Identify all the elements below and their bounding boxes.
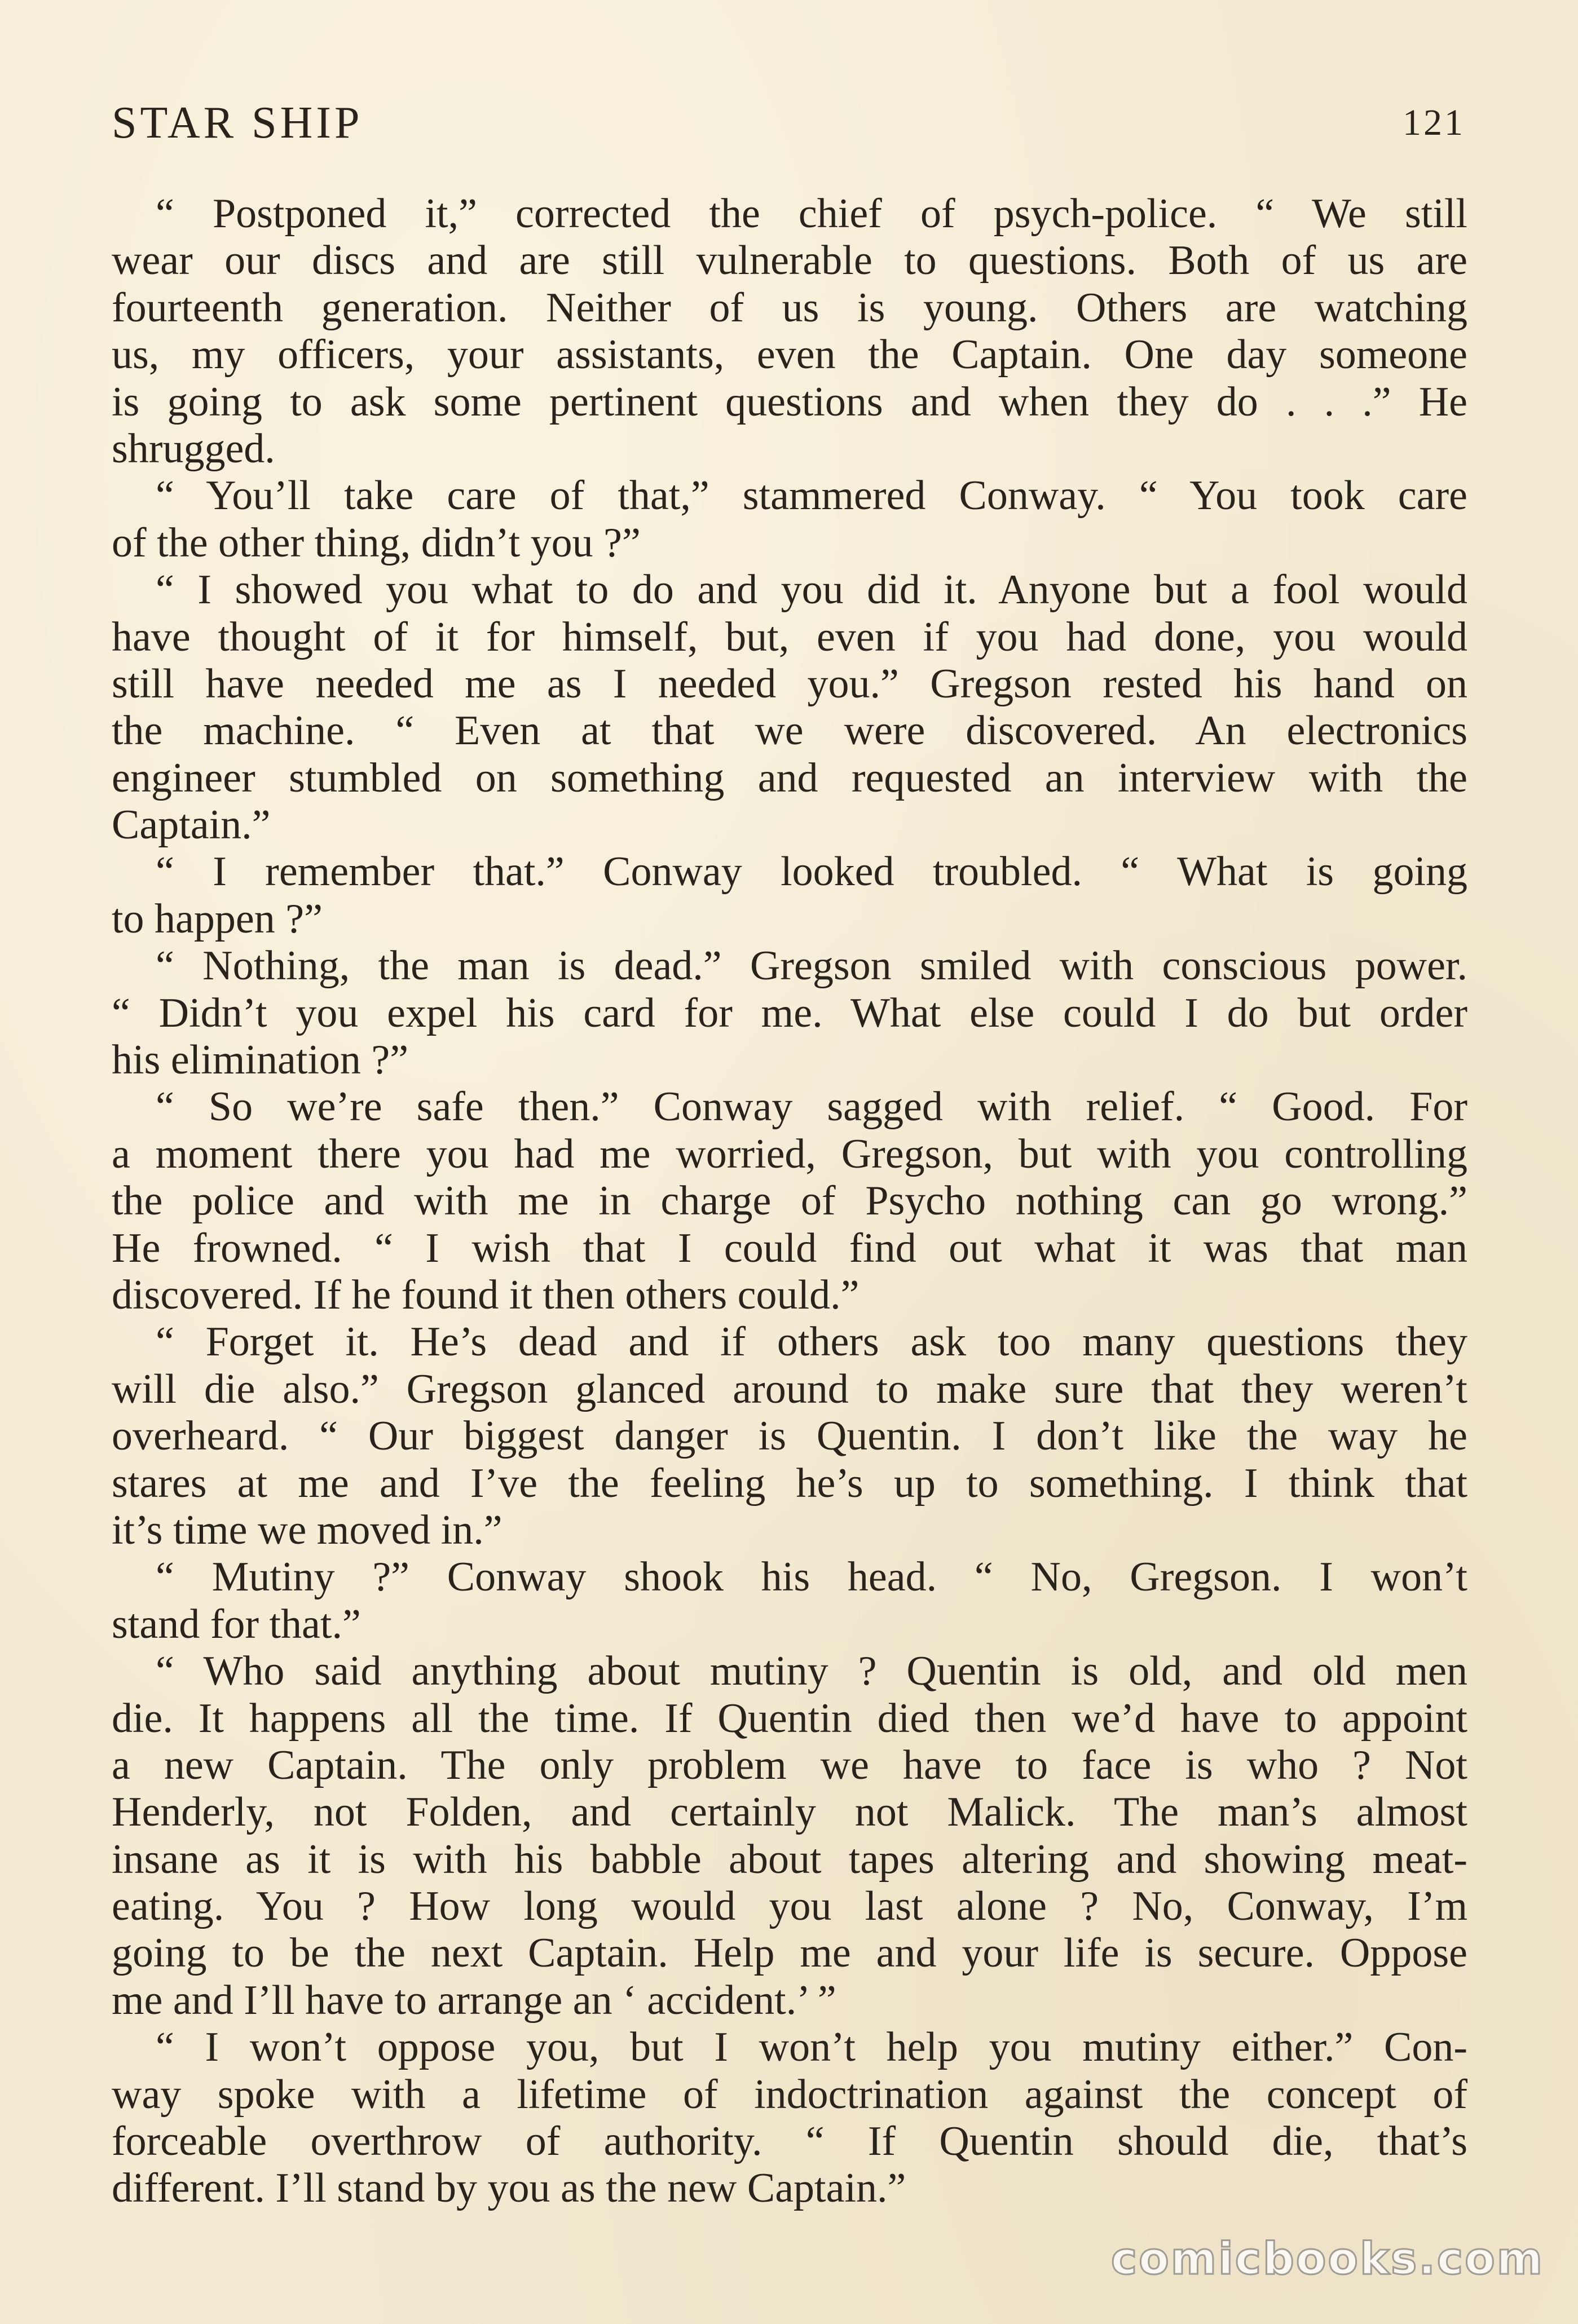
text-line: way spoke with a lifetime of indoctrination against the concept of <box>112 2071 1467 2118</box>
text-line: die. It happens all the time. If Quentin died then we’d have to appoint <box>112 1695 1467 1742</box>
text-line: eating. You ? How long would you last alone ? No, Conway, I’m <box>112 1883 1467 1930</box>
text-line: “ I showed you what to do and you did it. Anyone but a fool would <box>156 567 1467 613</box>
text-line: wear our discs and are still vulnerable to questions. Both of us are <box>112 237 1467 284</box>
text-line: stares at me and I’ve the feeling he’s up to something. I think that <box>112 1460 1467 1506</box>
text-line: “ Mutiny ?” Conway shook his head. “ No, Gregson. I won’t <box>156 1554 1467 1601</box>
page-number: 121 <box>1403 102 1465 143</box>
text-line: is going to ask some pertinent questions and when they do . . .” He <box>112 378 1467 425</box>
text-line: “ You’ll take care of that,” stammered Conway. “ You took care <box>156 472 1467 519</box>
text-line: “ I remember that.” Conway looked troubled. “ What is going <box>156 849 1467 895</box>
text-line: insane as it is with his babble about tapes altering and showing meat- <box>112 1836 1467 1883</box>
text-line: “ Nothing, the man is dead.” Gregson smiled with conscious power. <box>156 943 1467 989</box>
text-line: a new Captain. The only problem we have to face is who ? Not <box>112 1742 1467 1788</box>
text-line: me and I’ll have to arrange an ‘ accident.’ ” <box>112 1977 836 2023</box>
text-line: still have needed me as I needed you.” Gregson rested his hand on <box>112 660 1467 707</box>
text-line: a moment there you had me worried, Gregson, but with you controlling <box>112 1130 1467 1177</box>
watermark-logo: comicbooks.com <box>1110 2234 1544 2285</box>
text-line: discovered. If he found it then others could.” <box>112 1271 859 1318</box>
text-line: to happen ?” <box>112 895 323 942</box>
text-line: engineer stumbled on something and requested an interview with the <box>112 754 1467 801</box>
text-line: “ Forget it. He’s dead and if others ask too many questions they <box>156 1319 1467 1366</box>
text-line: his elimination ?” <box>112 1037 409 1084</box>
text-line: Captain.” <box>112 802 271 849</box>
text-line: it’s time we moved in.” <box>112 1506 503 1553</box>
text-line: “ Who said anything about mutiny ? Quentin is old, and old men <box>156 1648 1467 1695</box>
text-line: stand for that.” <box>112 1601 361 1647</box>
text-line: shrugged. <box>112 425 275 472</box>
text-line: “ Postponed it,” corrected the chief of psych-police. “ We still <box>156 191 1467 237</box>
body-text <box>112 191 1467 2212</box>
text-line: going to be the next Captain. Help me and your life is secure. Oppose <box>112 1930 1467 1977</box>
running-header <box>112 95 1465 151</box>
text-line: will die also.” Gregson glanced around to make sure that they weren’t <box>112 1366 1467 1412</box>
running-title: STAR SHIP <box>112 98 363 148</box>
text-line: have thought of it for himself, but, even if you had done, you would <box>112 613 1467 660</box>
text-line: us, my officers, your assistants, even the Captain. One day someone <box>112 332 1467 378</box>
text-line: the machine. “ Even at that we were discovered. An electronics <box>112 708 1467 754</box>
text-line: of the other thing, didn’t you ?” <box>112 519 641 566</box>
text-line: different. I’ll stand by you as the new Captain.” <box>112 2165 906 2212</box>
text-line: the police and with me in charge of Psycho nothing can go wrong.” <box>112 1178 1467 1225</box>
text-line: He frowned. “ I wish that I could find out what it was that man <box>112 1225 1467 1271</box>
text-line: fourteenth generation. Neither of us is young. Others are watching <box>112 284 1467 331</box>
text-line: “ So we’re safe then.” Conway sagged with relief. “ Good. For <box>156 1084 1467 1130</box>
text-line: “ I won’t oppose you, but I won’t help you mutiny either.” Con- <box>156 2024 1467 2071</box>
text-line: Henderly, not Folden, and certainly not Malick. The man’s almost <box>112 1789 1467 1836</box>
text-line: overheard. “ Our biggest danger is Quentin. I don’t like the way he <box>112 1413 1467 1460</box>
text-line: “ Didn’t you expel his card for me. What else could I do but order <box>112 989 1467 1036</box>
text-line: forceable overthrow of authority. “ If Quentin should die, that’s <box>112 2118 1467 2165</box>
